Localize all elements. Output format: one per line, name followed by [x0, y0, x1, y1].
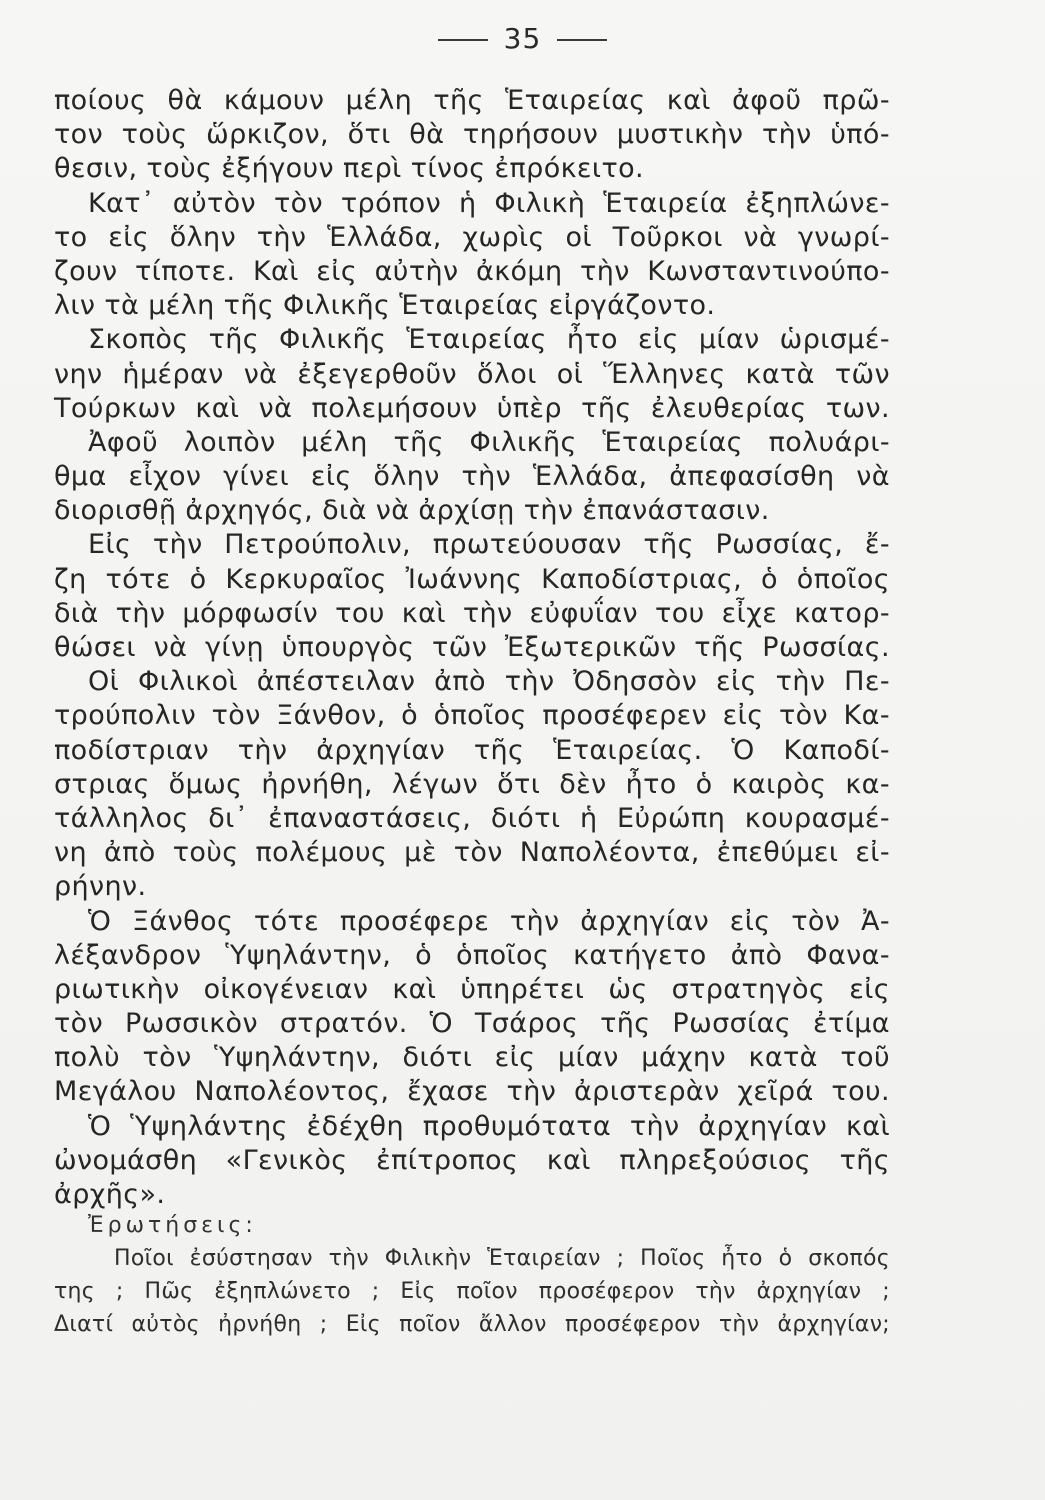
text-line: Ἀφοῦ λοιπὸν μέλη τῆς Φιλικῆς Ἑταιρείας πολυάρι-: [88, 426, 890, 458]
text-line: ποίους θὰ κάμουν μέλη τῆς Ἑταιρείας καὶ ἀφοῦ πρῶ-: [54, 85, 890, 116]
text-line: ρήνην.: [54, 871, 147, 903]
text-line: νη ἀπὸ τοὺς πολέμους μὲ τὸν Ναπολέοντα, ἐπεθύμει εἰ-: [54, 837, 890, 869]
body-text: [54, 84, 890, 1212]
text-line: Σκοπὸς τῆς Φιλικῆς Ἑταιρείας ἦτο εἰς μίαν ὡρισμέ-: [88, 324, 890, 356]
page-number-header: [0, 22, 1045, 55]
text-line: ἀρχῆς».: [54, 1179, 166, 1210]
page-number: 35: [503, 22, 542, 55]
text-line: Ὁ Ξάνθος τότε προσέφερε τὴν ἀρχηγίαν εἰς τὸν Ἀ-: [88, 905, 890, 937]
questions-heading: Ἐρωτήσεις:: [88, 1213, 257, 1238]
text-line: διὰ τὴν μόρφωσίν του καὶ τὴν εὐφυΐαν του εἶχε κατορ-: [54, 597, 890, 629]
text-line: θμα εἶχον γίνει εἰς ὅλην τὴν Ἑλλάδα, ἀπεφασίσθη νὰ: [54, 461, 890, 493]
text-line: τὸν Ρωσσικὸν στρατόν. Ὁ Τσάρος τῆς Ρωσσίας ἐτίμα: [54, 1008, 890, 1040]
text-line: λέξανδρον Ὑψηλάντην, ὁ ὁποῖος κατήγετο ἀπὸ Φανα-: [54, 939, 890, 971]
text-line: Εἰς τὴν Πετρούπολιν, πρωτεύουσαν τῆς Ρωσσίας, ἔ-: [88, 529, 890, 561]
left-rule: [438, 39, 488, 41]
text-line: ποδίστριαν τὴν ἀρχηγίαν τῆς Ἑταιρείας. Ὁ Καποδί-: [54, 734, 890, 766]
text-line: τον τοὺς ὥρκιζον, ὅτι θὰ τηρήσουν μυστικὴν τὴν ὑπό-: [54, 119, 890, 151]
text-line: νην ἡμέραν νὰ ἐξεγερθοῦν ὅλοι οἱ Ἕλληνες κατὰ τῶν: [54, 358, 890, 390]
text-line: Μεγάλου Ναπολέοντος, ἔχασε τὴν ἀριστερὰν χεῖρά του.: [54, 1076, 890, 1108]
right-rule: [557, 39, 607, 41]
text-line: ὠνομάσθη «Γενικὸς ἐπίτροπος καὶ πληρεξούσιος τῆς: [54, 1144, 890, 1176]
question-line: Διατί αὐτὸς ἠρνήθη ; Εἰς ποῖον ἄλλον προσέφερον τὴν ἀρχηγίαν;: [54, 1312, 890, 1337]
text-line: θεσιν, τοὺς ἐξήγουν περὶ τίνος ἐπρόκειτο.: [54, 153, 645, 185]
text-line: λιν τὰ μέλη τῆς Φιλικῆς Ἑταιρείας εἰργάζοντο.: [54, 290, 716, 322]
questions-block: [54, 1242, 890, 1341]
text-line: το εἰς ὅλην τὴν Ἑλλάδα, χωρὶς οἱ Τοῦρκοι νὰ γνωρί-: [54, 221, 890, 253]
text-line: ζουν τίποτε. Καὶ εἰς αὐτὴν ἀκόμη τὴν Κωνσταντινούπο-: [54, 255, 890, 287]
text-line: διορισθῇ ἀρχηγός, διὰ νὰ ἀρχίσῃ τὴν ἐπανάστασιν.: [54, 495, 770, 527]
text-line: Ὁ Ὑψηλάντης ἐδέχθη προθυμότατα τὴν ἀρχηγίαν καὶ: [88, 1110, 890, 1142]
text-line: ριωτικὴν οἰκογένειαν καὶ ὑπηρέτει ὡς στρατηγὸς εἰς: [54, 973, 890, 1005]
text-line: τάλληλος δι᾽ ἐπαναστάσεις, διότι ἡ Εὐρώπη κουρασμέ-: [54, 802, 890, 834]
text-line: θώσει νὰ γίνῃ ὑπουργὸς τῶν Ἐξωτερικῶν τῆς Ρωσσίας.: [54, 632, 890, 663]
text-line: πολὺ τὸν Ὑψηλάντην, διότι εἰς μίαν μάχην κατὰ τοῦ: [54, 1042, 890, 1074]
text-line: Κατ᾽ αὐτὸν τὸν τρόπον ἡ Φιλικὴ Ἑταιρεία ἐξηπλώνε-: [88, 187, 890, 219]
question-line: της ; Πῶς ἐξηπλώνετο ; Εἰς ποῖον προσέφερον τὴν ἀρχηγίαν ;: [54, 1279, 890, 1304]
text-line: Οἱ Φιλικοὶ ἀπέστειλαν ἀπὸ τὴν Ὀδησσὸν εἰς τὴν Πε-: [88, 666, 890, 698]
text-line: στριας ὅμως ἠρνήθη, λέγων ὅτι δὲν ἦτο ὁ καιρὸς κα-: [54, 768, 890, 800]
text-line: Τούρκων καὶ νὰ πολεμήσουν ὑπὲρ τῆς ἐλευθερίας των.: [54, 392, 890, 424]
text-line: ζη τότε ὁ Κερκυραῖος Ἰωάννης Καποδίστριας, ὁ ὁποῖος: [54, 563, 890, 595]
text-line: τρούπολιν τὸν Ξάνθον, ὁ ὁποῖος προσέφερεν εἰς τὸν Κα-: [54, 700, 890, 732]
question-line: Ποῖοι ἐσύστησαν τὴν Φιλικὴν Ἑταιρείαν ; Ποῖος ἦτο ὁ σκοπός: [114, 1246, 890, 1271]
